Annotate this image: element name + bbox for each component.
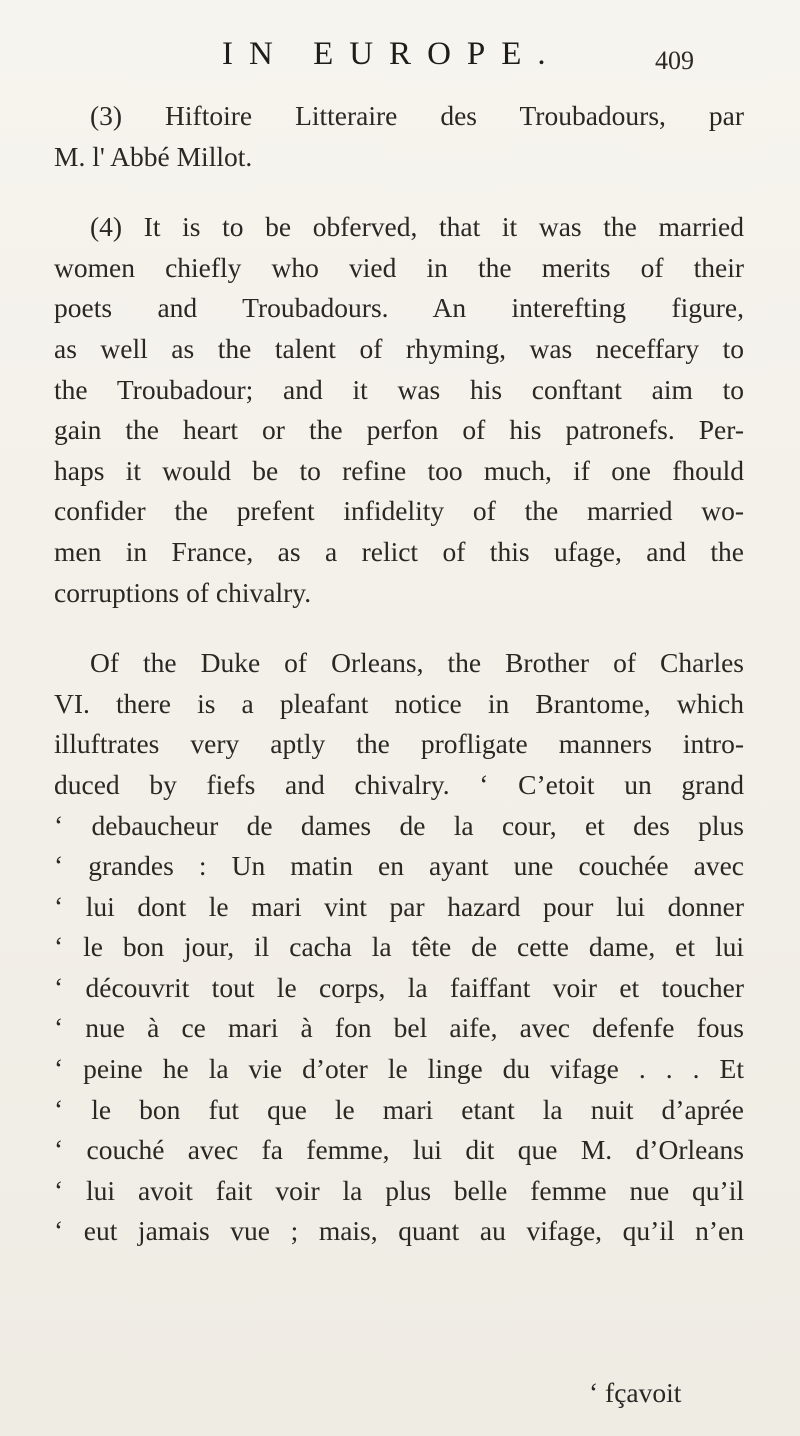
page-number: 409: [655, 46, 694, 75]
footnote-line: gain the heart or the perfon of his patronefs. Per-: [54, 414, 744, 446]
footnote-line: corruptions of chivalry.: [54, 576, 312, 608]
paragraph-line: illuftrates very aptly the profligate manners intro-: [54, 728, 744, 760]
quote-line: ‘ lui dont le mari vint par hazard pour lui donner: [54, 890, 744, 922]
quote-line: ‘ grandes : Un matin en ayant une couchée avec: [54, 850, 744, 882]
quote-line: ‘ découvrit tout le corps, la faiffant voir et toucher: [54, 971, 744, 1003]
footnote-line: women chiefly who vied in the merits of their: [54, 251, 744, 283]
quote-line: ‘ eut jamais vue ; mais, quant au vifage, qu’il n’en: [54, 1215, 744, 1247]
spacer: [54, 613, 744, 643]
paragraph-line: VI. there is a pleafant notice in Brantome, which: [54, 687, 744, 719]
footnote-3: [54, 96, 744, 177]
quote-line: ‘ nue à ce mari à fon bel aife, avec defenfe fous: [54, 1012, 744, 1044]
footnote-line: haps it would be to refine too much, if one fhould: [54, 454, 744, 486]
paragraph-line: Of the Duke of Orleans, the Brother of Charles: [90, 647, 744, 679]
quote-line: ‘ peine he la vie d’oter le linge du vifage . . . Et: [54, 1053, 744, 1085]
footnote-line: (4) It is to be obferved, that it was the married: [90, 211, 744, 243]
footnote-4: [54, 207, 744, 613]
quote-line: ‘ debaucheur de dames de la cour, et des plus: [54, 809, 744, 841]
footnote-line: poets and Troubadours. An interefting figure,: [54, 292, 744, 324]
paragraph-line: duced by fiefs and chivalry. ‘ C’etoit un grand: [54, 768, 744, 800]
footnote-line: the Troubadour; and it was his conftant aim to: [54, 373, 744, 405]
running-head: IN EUROPE.: [222, 36, 562, 72]
main-paragraph: [54, 643, 744, 1252]
page-body: [54, 96, 744, 1252]
footnote-line: M. l' Abbé Millot.: [54, 140, 253, 172]
footnote-line: as well as the talent of rhyming, was neceffary to: [54, 332, 744, 364]
footnote-line: confider the prefent infidelity of the married wo-: [54, 495, 744, 527]
quote-line: ‘ le bon fut que le mari etant la nuit d’aprée: [54, 1093, 744, 1125]
footnote-line: men in France, as a relict of this ufage, and the: [54, 535, 744, 567]
spacer: [54, 177, 744, 207]
catchword: ‘ fçavoit: [589, 1377, 682, 1408]
quote-line: ‘ lui avoit fait voir la plus belle femme nue qu’il: [54, 1174, 744, 1206]
quote-line: ‘ couché avec fa femme, lui dit que M. d’Orleans: [54, 1134, 744, 1166]
quote-line: ‘ le bon jour, il cacha la tête de cette dame, et lui: [54, 931, 744, 963]
footnote-line: (3) Hiftoire Litteraire des Troubadours, par: [90, 100, 744, 131]
